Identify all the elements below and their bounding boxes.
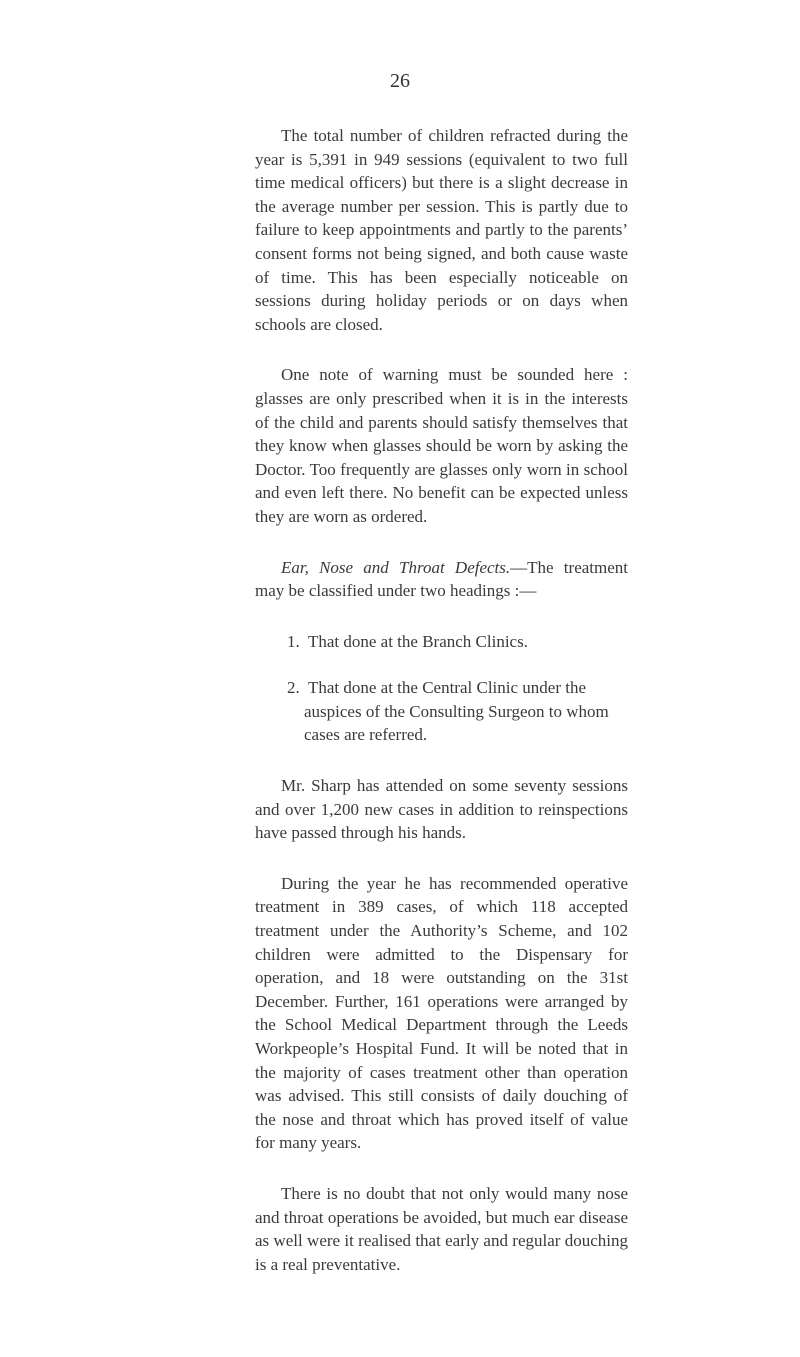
list-item bbox=[255, 676, 628, 747]
paragraph-operative-treatment: During the year he has recommended operative treatment in 389 cases, of which 118 accepted treatment under the Authority’s Scheme, and 102 children were admitted to the Dispensary for operation, and 18 were outstanding on the 31st December. Further, 161 operations were arranged by the School Medical Department through the Leeds Workpeople’s Hospital Fund. It will be noted that in the majority of cases treatment other than operation was advised. This still consists of daily douching of the nose and throat which has proved itself of value for many years. bbox=[255, 873, 628, 1153]
page-number: 26 bbox=[390, 70, 410, 92]
paragraph-glasses-warning: One note of warning must be sounded here : glasses are only prescribed when it is in the interests of the child and parents should satisfy themselves that they know when glasses should be worn by asking the Doctor. Too frequently are glasses only worn in school and even left there. No benefit can be expected unless they are worn as ordered. bbox=[255, 365, 628, 526]
list-item bbox=[255, 630, 628, 654]
section-heading: Ear, Nose and Throat Defects. bbox=[281, 557, 511, 577]
list-number: 1. bbox=[287, 631, 300, 651]
paragraph-refraction-totals: The total number of children refracted during the year is 5,391 in 949 sessions (equivalent to two full time medical officers) but there is a slight decrease in the average number per session. This is partly due to failure to keep appointments and partly to the parents’ consent forms not being signed, and both cause waste of time. This has been especially noticeable on sessions during holiday periods or on days when schools are closed. bbox=[255, 126, 628, 334]
section-ent-intro bbox=[255, 556, 628, 603]
list-text: That done at the Central Clinic under the auspices of the Consulting Surgeon to whom cases are referred. bbox=[304, 678, 609, 745]
section-intro-text: —The treatment may be classified under two headings :— bbox=[255, 557, 628, 601]
list-text: That done at the Branch Clinics. bbox=[307, 631, 528, 651]
paragraph-douching: There is no doubt that not only would many nose and throat operations be avoided, but much ear disease as well were it realised that early and regular douching is a real preventative. bbox=[255, 1183, 628, 1274]
list-number: 2. bbox=[287, 678, 300, 698]
body-text bbox=[255, 124, 628, 1276]
paragraph-mr-sharp: Mr. Sharp has attended on some seventy sessions and over 1,200 new cases in addition to reinspections have passed through his hands. bbox=[255, 776, 628, 843]
